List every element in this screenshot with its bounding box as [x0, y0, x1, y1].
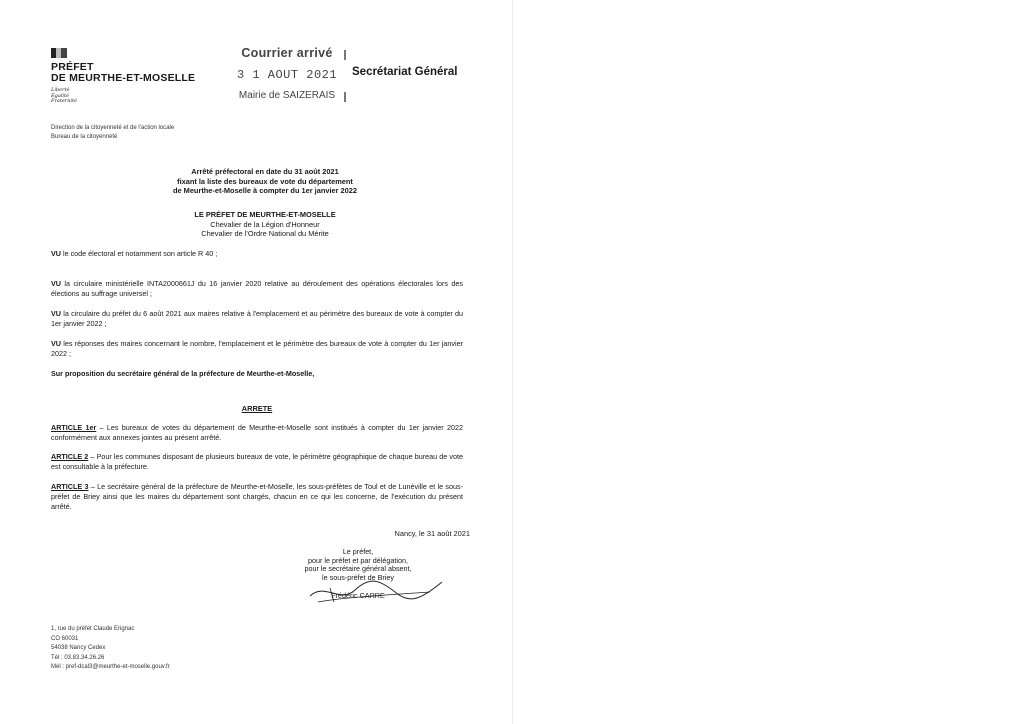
motto-liberte: Liberté	[51, 87, 70, 93]
title-line-3: de Meurthe-et-Moselle à compter du 1er janvier 2022	[172, 186, 357, 196]
title-line-2: fixant la liste des bureaux de vote du département	[177, 176, 353, 186]
decree-heading: ARRETE	[241, 404, 273, 413]
signature-place-date: Nancy, le 31 août 2021	[394, 529, 470, 538]
stamp-line-3: Mairie de SAIZERAIS	[238, 90, 336, 101]
consideration-text: la circulaire ministérielle INTA2000661J du 16 janvier 2020 relative au déroulement des opérations électorales lors des élections au suffrage universel ;	[51, 279, 463, 298]
handwritten-signature	[300, 576, 450, 606]
email-line: Mél : pref-dcal3@meurthe-et-moselle.gouv.fr	[51, 664, 170, 671]
document-page-2-blank	[513, 0, 1024, 724]
article-paragraph	[51, 423, 463, 443]
prefecture-name	[51, 62, 195, 84]
prefect-honor-2: Chevalier de l'Ordre National du Mérite	[201, 229, 329, 239]
org-line-1: PRÉFET	[51, 61, 94, 73]
address-line: CO 60031	[51, 635, 79, 642]
consideration-lead: VU	[51, 309, 61, 318]
article-text: – Le secrétaire général de la préfecture de Meurthe-et-Moselle, les sous-préfètes de Toul et de Lunéville et le sous-préfet de Briey ainsi que les maires du département sont chargés, chacun en ce qui les concerne, de l'exécution du présent arrêté.	[51, 482, 463, 511]
title-line-1: Arrêté préfectoral en date du 31 août 2021	[191, 167, 339, 176]
consideration-text: le code électoral et notamment son article R 40 ;	[61, 249, 218, 258]
motto-egalite: Égalité	[51, 92, 69, 99]
article-label: ARTICLE 3	[51, 482, 89, 491]
direction-line: Direction de la citoyenneté et de l'action locale	[51, 125, 175, 131]
article-paragraph	[51, 482, 463, 512]
signature-line-2: pour le préfet et par délégation,	[308, 555, 408, 565]
stamp-mark	[344, 50, 346, 60]
org-line-2: DE MEURTHE-ET-MOSELLE	[51, 72, 196, 84]
address-block	[51, 625, 170, 673]
consideration-lead: VU	[51, 249, 61, 258]
prefect-name: LE PRÉFET DE MEURTHE-ET-MOSELLE	[194, 210, 336, 219]
stamp-date: 3 1 AOUT 2021	[236, 68, 338, 82]
phone-line: Tél : 03.83.34.26.26	[51, 654, 105, 661]
signature-line-1: Le préfet,	[342, 547, 374, 556]
prefect-block	[100, 210, 430, 239]
motto-fraternite: Fraternité	[51, 98, 77, 104]
department-heading: Secrétariat Général	[352, 66, 458, 78]
prefect-honor-1: Chevalier de la Légion d'Honneur	[210, 219, 320, 229]
address-line: 1, rue du préfet Claude Erignac	[51, 626, 135, 632]
signatory-name: Frédéric CARRE	[331, 591, 385, 601]
consideration-paragraph	[51, 309, 463, 329]
article-label: ARTICLE 1er	[51, 423, 97, 432]
consideration-lead: VU	[51, 279, 61, 288]
consideration-text: la circulaire du préfet du 6 août 2021 aux maires relative à l'emplacement et au périmètre des bureaux de vote à compter du 1er janvier 2022 ;	[51, 309, 463, 328]
address-line: 54038 Nancy Cedex	[51, 645, 106, 652]
proposal-paragraph: Sur proposition du secrétaire général de la préfecture de Meurthe-et-Moselle,	[51, 369, 315, 378]
article-label: ARTICLE 2	[51, 452, 89, 461]
bureau-line: Bureau de la citoyenneté	[51, 134, 118, 140]
consideration-paragraph	[51, 279, 463, 299]
signature-line-4: le sous-préfet de Briey	[322, 572, 394, 582]
consideration-paragraph	[51, 249, 463, 259]
article-paragraph	[51, 452, 463, 472]
consideration-lead: VU	[51, 339, 61, 348]
decree-title	[100, 167, 430, 196]
signature-line-3: pour le secrétaire général absent,	[304, 564, 412, 574]
stamp-mark	[344, 92, 346, 102]
marianne-flag-icon	[51, 48, 67, 58]
article-text: – Les bureaux de votes du département de Meurthe-et-Moselle sont institués à compter du 1er janvier 2022 conformément aux annexes jointes au présent arrêté.	[51, 423, 463, 442]
mail-received-stamp	[226, 46, 348, 101]
direction-block	[51, 124, 174, 142]
article-text: – Pour les communes disposant de plusieurs bureaux de vote, le périmètre géographique de chaque bureau de vote est consultable à la préfecture.	[51, 452, 463, 471]
consideration-text: les réponses des maires concernant le nombre, l'emplacement et le périmètre des bureaux de vote à compter du 1er janvier 2022 ;	[51, 339, 463, 358]
republic-motto	[51, 88, 77, 105]
consideration-paragraph	[51, 339, 463, 359]
stamp-line-1: Courrier arrivé	[241, 46, 333, 60]
